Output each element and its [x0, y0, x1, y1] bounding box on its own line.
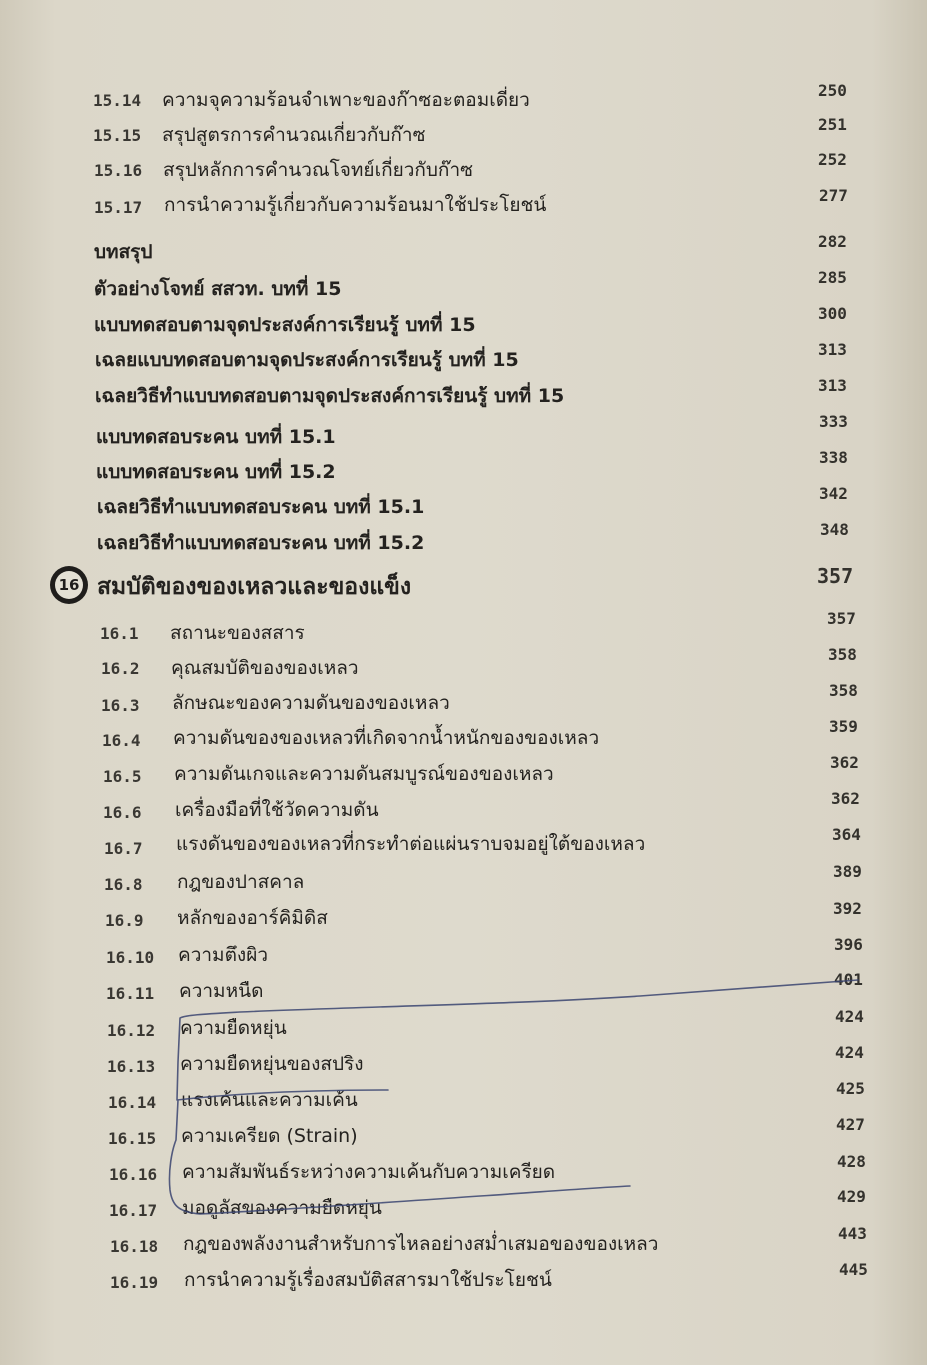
toc-entry — [0, 188, 927, 218]
toc-entry — [0, 83, 927, 113]
toc-entry — [0, 1260, 927, 1295]
entry-number: 15.15 — [93, 126, 142, 145]
entry-number: 16.9 — [105, 911, 144, 930]
entry-number: 16.13 — [107, 1057, 156, 1076]
toc-entry — [0, 717, 927, 751]
entry-number: 16.14 — [108, 1093, 157, 1112]
entry-title: แรงดันของของเหลวที่กระทำต่อแผ่นราบจมอยู่ใต้ของเหลว — [176, 833, 646, 855]
toc-entry — [0, 753, 927, 787]
entry-page: 401 — [834, 970, 863, 989]
entry-page: 358 — [828, 645, 857, 664]
entry-page: 250 — [818, 81, 847, 100]
entry-title: เฉลยแบบทดสอบตามจุดประสงค์การเรียนรู้ บทที่ 15 — [95, 349, 519, 371]
entry-page: 282 — [818, 232, 847, 251]
entry-page: 425 — [836, 1079, 865, 1098]
entry-title: สรุปสูตรการคำนวณเกี่ยวกับก๊าซ — [162, 124, 426, 146]
entry-number: 16.4 — [102, 731, 141, 750]
toc-entry — [0, 1007, 927, 1043]
entry-page: 396 — [834, 935, 863, 954]
entry-title: ลักษณะของความดันของของเหลว — [172, 692, 450, 714]
entry-title: การนำความรู้เรื่องสมบัติสสารมาใช้ประโยชน์ — [184, 1269, 552, 1291]
entry-number: 16.6 — [103, 803, 142, 822]
entry-page: 251 — [818, 115, 847, 134]
entry-page: 342 — [819, 484, 848, 503]
chapter-number-badge — [50, 566, 88, 604]
entry-title: เฉลยวิธีทำแบบทดสอบตามจุดประสงค์การเรียนรู้ บทที่ 15 — [95, 385, 565, 407]
entry-number: 16.16 — [109, 1165, 158, 1184]
entry-page: 389 — [833, 862, 862, 881]
entry-title: ความดันของของเหลวที่เกิดจากน้ำหนักของของเหลว — [173, 727, 600, 749]
entry-page: 428 — [837, 1152, 866, 1171]
toc-summary-item — [0, 304, 927, 338]
entry-number: 16.1 — [100, 624, 139, 643]
entry-page: 359 — [829, 717, 858, 736]
entry-title: ความยืดหยุ่นของสปริง — [180, 1053, 364, 1075]
entry-page: 364 — [832, 825, 861, 844]
entry-page: 424 — [835, 1007, 864, 1026]
entry-title: มอดูลัสของความยืดหยุ่น — [182, 1197, 382, 1219]
entry-page: 443 — [838, 1224, 867, 1243]
entry-number: 16.2 — [101, 659, 140, 678]
entry-title: ความตึงผิว — [178, 944, 268, 966]
entry-page: 313 — [818, 340, 847, 359]
toc-entry — [0, 1152, 927, 1187]
toc-entry — [0, 1187, 927, 1223]
entry-title: ความจุความร้อนจำเพาะของก๊าซอะตอมเดี่ยว — [162, 89, 530, 111]
entry-title: กฎของปาสคาล — [177, 871, 305, 893]
entry-number: 16.19 — [110, 1273, 159, 1292]
entry-title: คุณสมบัติของของเหลว — [171, 657, 359, 679]
toc-summary-item — [0, 232, 927, 265]
entry-page: 427 — [836, 1115, 865, 1134]
entry-page: 338 — [819, 448, 848, 467]
entry-title: ความดันเกจและความดันสมบูรณ์ของของเหลว — [174, 763, 554, 785]
entry-number: 16.8 — [104, 875, 143, 894]
entry-page: 285 — [818, 268, 847, 287]
toc-entry — [0, 899, 927, 933]
toc-entry — [0, 1115, 927, 1151]
toc-summary-item — [0, 448, 927, 485]
entry-page: 445 — [839, 1260, 868, 1279]
toc-summary-item — [0, 484, 927, 520]
entry-page: 277 — [819, 186, 848, 205]
entry-number: 15.16 — [94, 161, 143, 180]
entry-title: บทสรุป — [94, 241, 153, 263]
entry-title: เฉลยวิธีทำแบบทดสอบระคน บทที่ 15.2 — [97, 532, 425, 554]
entry-page: 357 — [827, 609, 856, 628]
toc-entry — [0, 1043, 927, 1079]
toc-entry — [0, 115, 927, 148]
toc-entry — [0, 970, 927, 1006]
entry-page: 362 — [830, 753, 859, 772]
entry-number: 15.14 — [93, 91, 142, 110]
entry-number: 16.11 — [106, 984, 155, 1003]
toc-entry — [0, 1079, 927, 1115]
entry-page: 300 — [818, 304, 847, 323]
entry-page: 358 — [829, 681, 858, 700]
entry-title: การนำความรู้เกี่ยวกับความร้อนมาใช้ประโยชน์ — [164, 194, 547, 216]
entry-number: 16.18 — [110, 1237, 159, 1256]
entry-title: แบบทดสอบระคน บทที่ 15.2 — [96, 461, 336, 483]
entry-title: ความยืดหยุ่น — [180, 1017, 287, 1039]
toc-entry — [0, 681, 927, 716]
toc-summary-item — [0, 340, 927, 373]
toc-summary-item — [0, 412, 927, 450]
entry-title: ตัวอย่างโจทย์ สสวท. บทที่ 15 — [94, 278, 342, 300]
entry-number: 15.17 — [94, 198, 143, 217]
entry-title: เฉลยวิธีทำแบบทดสอบระคน บทที่ 15.1 — [97, 496, 425, 518]
entry-title: สถานะของสสาร — [170, 622, 305, 644]
chapter-heading — [0, 566, 927, 606]
toc-entry — [0, 609, 927, 646]
entry-page: 252 — [818, 150, 847, 169]
entry-page: 333 — [819, 412, 848, 431]
entry-title: แบบทดสอบตามจุดประสงค์การเรียนรู้ บทที่ 15 — [94, 314, 476, 336]
toc-entry — [0, 150, 927, 183]
toc-entry — [0, 935, 927, 970]
chapter-number: 16 — [55, 571, 83, 599]
toc-entry — [0, 1224, 927, 1259]
entry-title: แรงเค้นและความเค้น — [181, 1089, 358, 1111]
entry-title: ความเครียด (Strain) — [181, 1125, 358, 1147]
toc-entry — [0, 825, 927, 859]
entry-page: 362 — [831, 789, 860, 808]
entry-number: 16.15 — [108, 1129, 157, 1148]
entry-page: 348 — [820, 520, 849, 539]
entry-number: 16.12 — [107, 1021, 156, 1040]
chapter-title: สมบัติของของเหลวและของแข็ง — [97, 574, 412, 600]
entry-page: 392 — [833, 899, 862, 918]
toc-summary-item — [0, 268, 927, 302]
toc-entry — [0, 789, 927, 823]
entry-number: 16.10 — [106, 948, 155, 967]
entry-title: เครื่องมือที่ใช้วัดความดัน — [175, 799, 379, 821]
entry-page: 424 — [835, 1043, 864, 1062]
entry-number: 16.17 — [109, 1201, 158, 1220]
entry-title: ความหนืด — [179, 980, 264, 1002]
entry-title: ความสัมพันธ์ระหว่างความเค้นกับความเครียด — [182, 1161, 556, 1183]
entry-number: 16.3 — [101, 696, 140, 715]
toc-entry — [0, 645, 927, 681]
entry-title: แบบทดสอบระคน บทที่ 15.1 — [96, 426, 336, 448]
entry-page: 313 — [818, 376, 847, 395]
entry-title: กฎของพลังงานสำหรับการไหลอย่างสม่ำเสมอของของเหลว — [183, 1233, 659, 1255]
entry-number: 16.7 — [104, 839, 143, 858]
entry-title: หลักของอาร์คิมิดิส — [177, 907, 328, 929]
chapter-page: 357 — [817, 564, 854, 588]
toc-summary-item — [0, 520, 927, 556]
toc-summary-item — [0, 376, 927, 409]
entry-title: สรุปหลักการคำนวณโจทย์เกี่ยวกับก๊าซ — [163, 159, 474, 181]
toc-entry — [0, 862, 927, 897]
entry-number: 16.5 — [103, 767, 142, 786]
entry-page: 429 — [837, 1187, 866, 1206]
